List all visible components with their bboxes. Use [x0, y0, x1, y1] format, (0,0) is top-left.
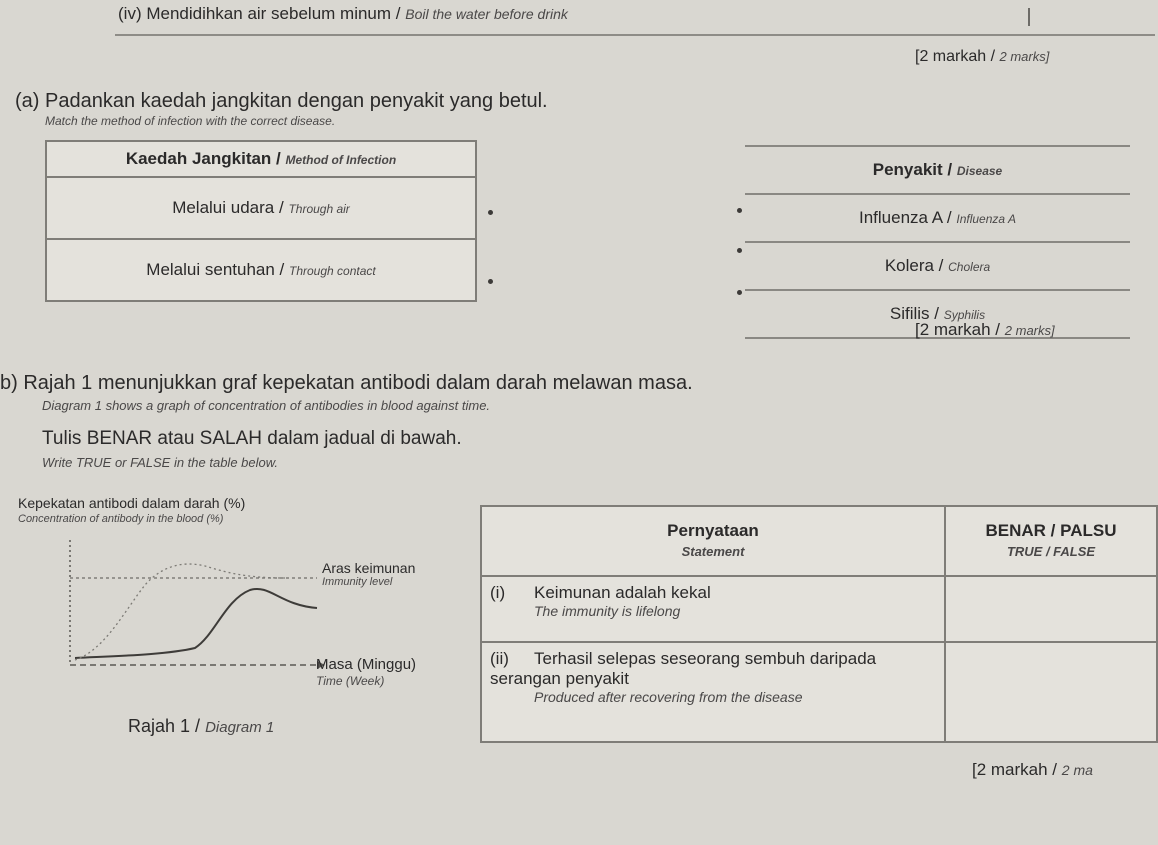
disease-header: Penyakit / Disease	[745, 146, 1130, 194]
method-row-contact: Melalui sentuhan / Through contact	[46, 239, 476, 301]
graph-x-label: Masa (Minggu)	[316, 656, 417, 673]
statement-header: Pernyataan Statement	[481, 506, 945, 576]
method-table	[45, 140, 477, 302]
question-b-title-en: Diagram 1 shows a graph of concentration of antibodies in blood against time.	[42, 398, 491, 413]
answer-cell-2[interactable]	[945, 642, 1157, 742]
disease-table	[745, 145, 1130, 339]
immunity-level-label-en: Immunity level	[322, 576, 393, 588]
antibody-graph	[55, 540, 325, 680]
immunity-level-label: Aras keimunan	[322, 560, 416, 576]
answer-cell-1[interactable]	[945, 576, 1157, 642]
marks-question-b: [2 markah / 2 ma	[972, 760, 1093, 779]
previous-answer: (iv) Mendidihkan air sebelum minum / Boil the water before drink	[118, 4, 568, 23]
graph-y-label-en: Concentration of antibody in the blood (%)	[18, 513, 224, 525]
question-b-title: b) Rajah 1 menunjukkan graf kepekatan antibodi dalam darah melawan masa.	[0, 372, 693, 394]
question-b-instruction-en: Write TRUE or FALSE in the table below.	[42, 455, 279, 470]
statement-row-2: (ii) Terhasil selepas seseorang sembuh daripada serangan penyakit Produced after recovering from the disease	[481, 642, 945, 742]
question-a-title: (a) Padankan kaedah jangkitan dengan penyakit yang betul.	[15, 90, 548, 112]
statement-table	[480, 505, 1158, 743]
answer-header: BENAR / PALSU TRUE / FALSE	[945, 506, 1157, 576]
disease-row-syphilis: Sifilis / Syphilis	[745, 290, 1130, 338]
marks-previous: [2 markah / 2 marks]	[915, 48, 1050, 65]
match-dot-cholera[interactable]	[737, 248, 742, 253]
match-dot-syphilis[interactable]	[737, 290, 742, 295]
match-dot-air[interactable]	[488, 210, 493, 215]
antibody-curve-solid	[75, 589, 317, 658]
marks-question-a: [2 markah / 2 marks]	[915, 320, 1055, 339]
statement-row-1: (i) Keimunan adalah kekal The immunity is lifelong	[481, 576, 945, 642]
graph-y-label: Kepekatan antibodi dalam darah (%)	[18, 495, 246, 511]
question-b-instruction: Tulis BENAR atau SALAH dalam jadual di bawah.	[42, 428, 462, 449]
match-dot-influenza[interactable]	[737, 208, 742, 213]
match-dot-contact[interactable]	[488, 279, 493, 284]
method-row-air: Melalui udara / Through air	[46, 177, 476, 239]
disease-row-cholera: Kolera / Cholera	[745, 242, 1130, 290]
disease-row-influenza: Influenza A / Influenza A	[745, 194, 1130, 242]
diagram-caption: Rajah 1 / Diagram 1	[128, 716, 275, 736]
method-header: Kaedah Jangkitan / Method of Infection	[46, 141, 476, 177]
tick-mark	[1010, 8, 1030, 26]
graph-x-label-en: Time (Week)	[316, 674, 385, 688]
question-a-title-en: Match the method of infection with the correct disease.	[45, 114, 336, 128]
